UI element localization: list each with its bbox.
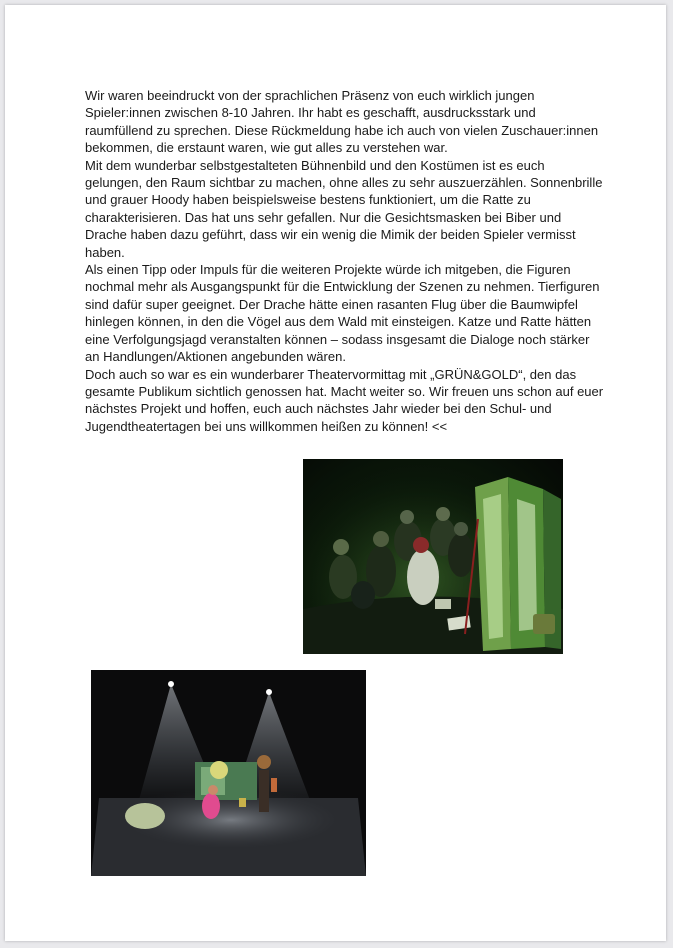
stage-photo-spotlights (91, 670, 366, 876)
stage-photo-children-sitting (303, 459, 563, 654)
paragraph-4: Doch auch so war es ein wunderbarer Theatervormittag mit „GRÜN&GOLD“, den das gesamte Publikum sichtlich genossen hat. Macht weiter so. Wir freuen uns schon auf euer nächstes Projekt und hoffen, euch auch nächstes Jahr wieder bei den Schul- und Jugendtheatertagen bei uns willkommen heißen zu können! << (85, 366, 604, 434)
document-body (85, 87, 605, 435)
paragraph-1: Wir waren beeindruckt von der sprachlichen Präsenz von euch wirklich jungen Spieler:innen zwischen 8-10 Jahren. Ihr habt es geschafft, ausdrucksstark und raumfüllend zu sprechen. Diese Rückmeldung habe ich auch von vielen Zuschauer:innen bekommen, die erstaunt waren, wie gut alles zu verstehen war. (85, 88, 599, 156)
paragraph-3: Als einen Tipp oder Impuls für die weiteren Projekte würde ich mitgeben, die Figuren nochmal mehr als Ausgangspunkt für die Entwicklung der Szenen zu nehmen. Tierfiguren sind dafür super geeignet. Der Drache hätte einen rasanten Flug über die Baumwipfel hinlegen können, in den die Vögel aus dem Wald mit einsteigen. Katze und Ratte hätten eine Verfolgungsjagd veranstalten können – sodass insgesamt die Dialoge noch stärker an Handlungen/Aktionen angebunden wären. (85, 262, 600, 365)
paragraph-2: Mit dem wunderbar selbstgestalteten Bühnenbild und den Kostümen ist es euch gelungen, den Raum sichtbar zu machen, ohne alles zu sehr auszuerzählen. Sonnenbrille und grauer Hoody haben beispielsweise bestens funktioniert, um die Ratte zu charakterisieren. Das hat uns sehr gefallen. Nur die Gesichtsmasken bei Biber und Drache haben dazu geführt, dass wir ein wenig die Mimik der beiden Spieler vermisst haben. (85, 157, 603, 260)
document-page (5, 5, 666, 941)
